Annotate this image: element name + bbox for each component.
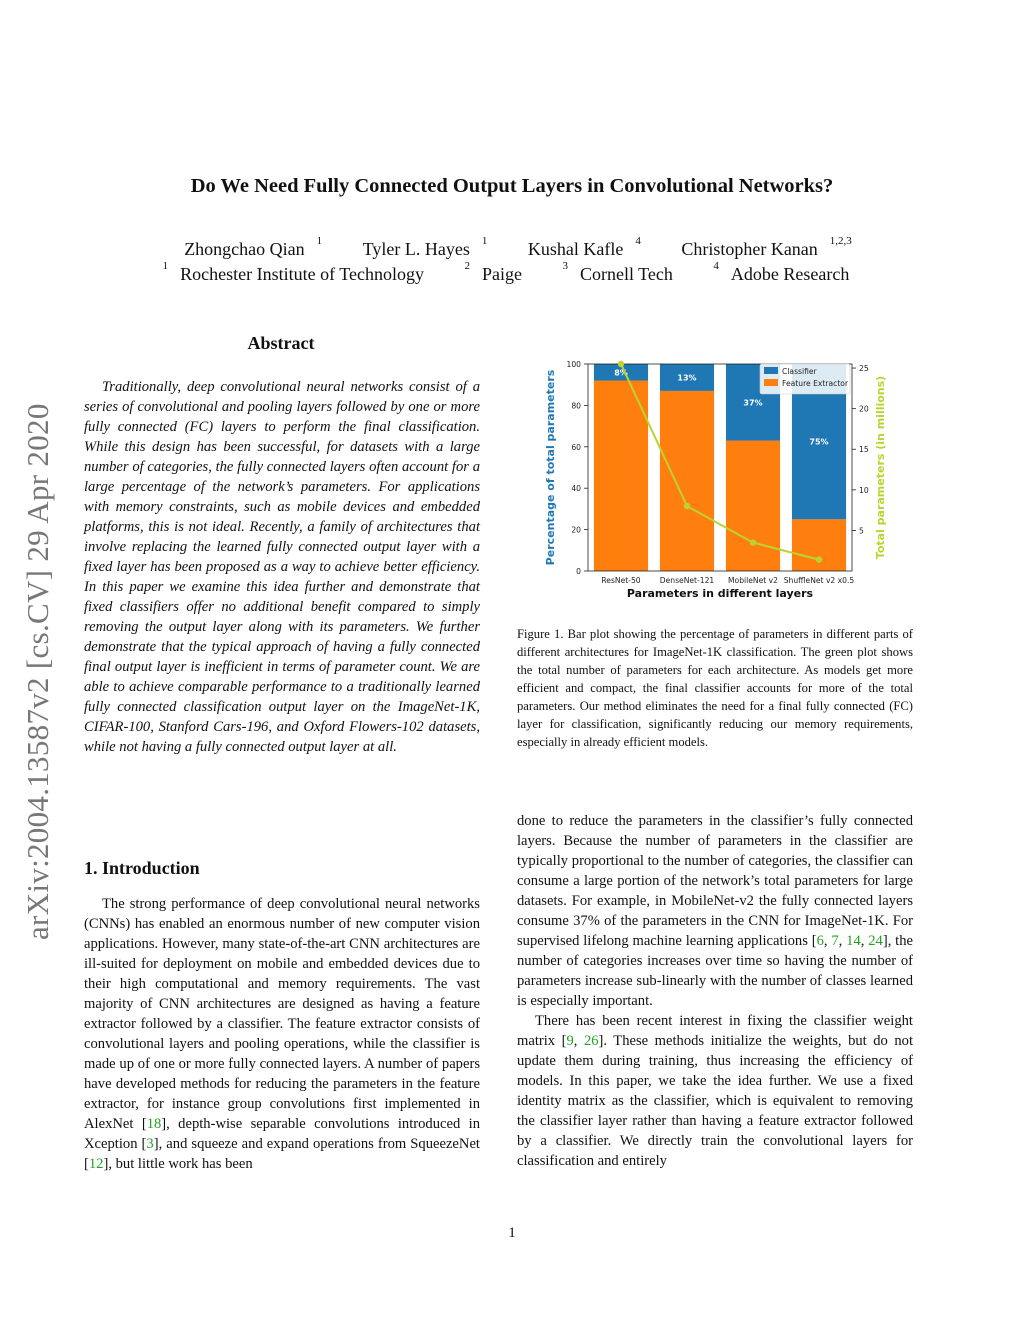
bar-data-label: 37% (743, 398, 763, 408)
citation-link[interactable]: 3 (146, 1136, 154, 1152)
y-tick-label: 40 (571, 484, 581, 494)
bar-data-label: 13% (677, 373, 697, 383)
legend-label: Feature Extractor (782, 379, 849, 388)
arxiv-identifier: arXiv:2004.13587v2 [cs.CV] 29 Apr 2020 (20, 403, 55, 940)
bar-feature-extractor (660, 391, 714, 571)
legend-swatch (764, 379, 778, 386)
affiliation: $^4$ Adobe Research (713, 260, 850, 284)
y2-tick-label: 15 (859, 445, 869, 455)
intro-paragraph: The strong performance of deep convolutional neural networks (CNNs) has enabled an enormous number of new computer vision applications. However, many state-of-the-art CNN architectures are ill-suited for deployment on mobile and embedded devices due to their high computational and memory requirements. The vast majority of CNN architectures are designed as having a feature extractor followed by a classifier. The feature extractor consists of convolutional layers and pooling operations, while the classifier is made up of one or more fully connected layers. A number of papers have developed methods for reducing the parameters in the feature extractor, for instance group convolutions first implemented in AlexNet [18], depth-wise separable convolutions introduced in Xception [3], and squeeze and expand operations from SqueezeNet [12], but little work has been (84, 896, 480, 1172)
citation-link[interactable]: 7 (831, 933, 839, 949)
y-tick-label: 100 (566, 360, 581, 369)
right-column-text (517, 811, 913, 1171)
bar-data-label: 8% (614, 368, 628, 378)
y-tick-label: 0 (576, 567, 581, 576)
affiliation: $^3$ Cornell Tech (562, 260, 673, 284)
paper-title: Do We Need Fully Connected Output Layers in Convolutional Networks? (190, 175, 834, 197)
abstract-text: Traditionally, deep convolutional neural networks consist of a series of convolutional and pooling layers followed by one or more fully connected (FC) layers to perform the final classification. While this design has been successful, for datasets with a large number of categories, the fully connected layers often account for a large percentage of the network’s parameters. For applications with memory constraints, such as mobile devices and embedded platforms, this is not ideal. Recently, a family of architectures that involve replacing the learned fully connected output layer with a fixed layer has been proposed as a way to achieve better efficiency. In this paper we examine this idea further and demonstrate that fixed classifiers offer no additional benefit compared to simply removing the output layer along with its parameters. We further demonstrate that the typical approach of having a fully connected final output layer is inefficient in terms of parameter count. We are able to achieve comparable performance to a traditionally learned fully connected classification output layer on the ImageNet-1K, CIFAR-100, Stanford Cars-196, and Oxford Flowers-102 datasets, while not having a fully connected output layer at all. (84, 379, 480, 755)
affiliation: $^1$ Rochester Institute of Technology (162, 260, 424, 284)
affiliation-list (0, 260, 1024, 285)
y-axis-label: Percentage of total parameters (544, 369, 557, 566)
x-tick-label: DenseNet-121 (659, 576, 715, 585)
y-tick-label: 20 (571, 525, 581, 535)
paragraph: done to reduce the parameters in the classifier’s fully connected layers. Because the number of parameters in the classifier are typically proportional to the number of categories, the classifier can consume a large portion of the network’s total parameters for large datasets. For example, in MobileNet-v2 the fully connected layers consume 37% of the parameters in the CNN for ImageNet-1K. For supervised lifelong machine learning applications [6, 7, 14, 24], the number of categories increases over time so having the number of parameters increase sub-linearly with the number of classes learned is especially important. (517, 813, 913, 1009)
total-params-point (618, 361, 624, 367)
bar-feature-extractor (726, 441, 780, 571)
bar-feature-extractor (792, 519, 846, 571)
total-params-point (816, 556, 822, 562)
abstract-heading: Abstract (247, 333, 315, 353)
citation-link[interactable]: 12 (88, 1156, 104, 1172)
figure-caption: Figure 1. Bar plot showing the percentage of parameters in different parts of different architectures for ImageNet-1K classification. The green plot shows the total number of parameters for each architecture. As models get more efficient and compact, the final classifier accounts for more of the total parameters. Our method eliminates the need for a final fully connected (FC) layer for classification, significantly reducing our memory requirements, especially in already efficient models. (517, 627, 913, 749)
y2-tick-label: 10 (859, 485, 869, 495)
y-tick-label: 80 (571, 401, 581, 411)
citation-link[interactable]: 14 (846, 933, 861, 949)
y-tick-label: 60 (571, 442, 581, 452)
x-tick-label: MobileNet v2 (728, 576, 778, 585)
paragraph: There has been recent interest in fixing the classifier weight matrix [9, 26]. These methods initialize the weights, but do not update them during training, thus increasing the efficiency of models. In this paper, we take the idea further. We use a fixed identity matrix as the classifier, which is equivalent to removing the classifier layer rather than having a feature extractor followed by a classifier. We directly train the convolutional layers for classification and entirely (517, 1013, 913, 1169)
x-tick-label: ShuffleNet v2 x0.5 (783, 576, 855, 585)
citation-link[interactable]: 18 (146, 1116, 162, 1132)
x-tick-label: ResNet-50 (601, 576, 641, 585)
y2-tick-label: 25 (859, 364, 869, 374)
figure-1-chart (538, 354, 898, 604)
legend-label: Classifier (782, 367, 817, 376)
citation-link[interactable]: 6 (816, 933, 824, 949)
bar-data-label: 75% (809, 437, 829, 447)
citation-link[interactable]: 9 (566, 1033, 574, 1049)
y2-tick-label: 5 (859, 526, 864, 536)
citation-link[interactable]: 24 (868, 933, 883, 949)
author: Kushal Kafle $^4$ (527, 235, 641, 259)
total-params-point (684, 503, 690, 509)
y2-tick-label: 20 (859, 404, 869, 414)
total-params-point (750, 539, 756, 545)
section-heading: 1. Introduction (84, 858, 200, 878)
author-list (0, 235, 1024, 260)
author: Tyler L. Hayes $^1$ (362, 235, 488, 259)
citation-link[interactable]: 26 (583, 1033, 599, 1049)
y2-axis-label: Total parameters (in millions) (874, 375, 887, 560)
bar-feature-extractor (594, 381, 648, 571)
author: Christopher Kanan $^{1,2,3}$ (681, 235, 852, 259)
author: Zhongchao Qian $^1$ (184, 235, 323, 259)
x-axis-label: Parameters in different layers (626, 587, 814, 600)
page-number: 1 (508, 1225, 516, 1241)
affiliation: $^2$ Paige (464, 260, 522, 284)
legend-swatch (764, 367, 778, 374)
